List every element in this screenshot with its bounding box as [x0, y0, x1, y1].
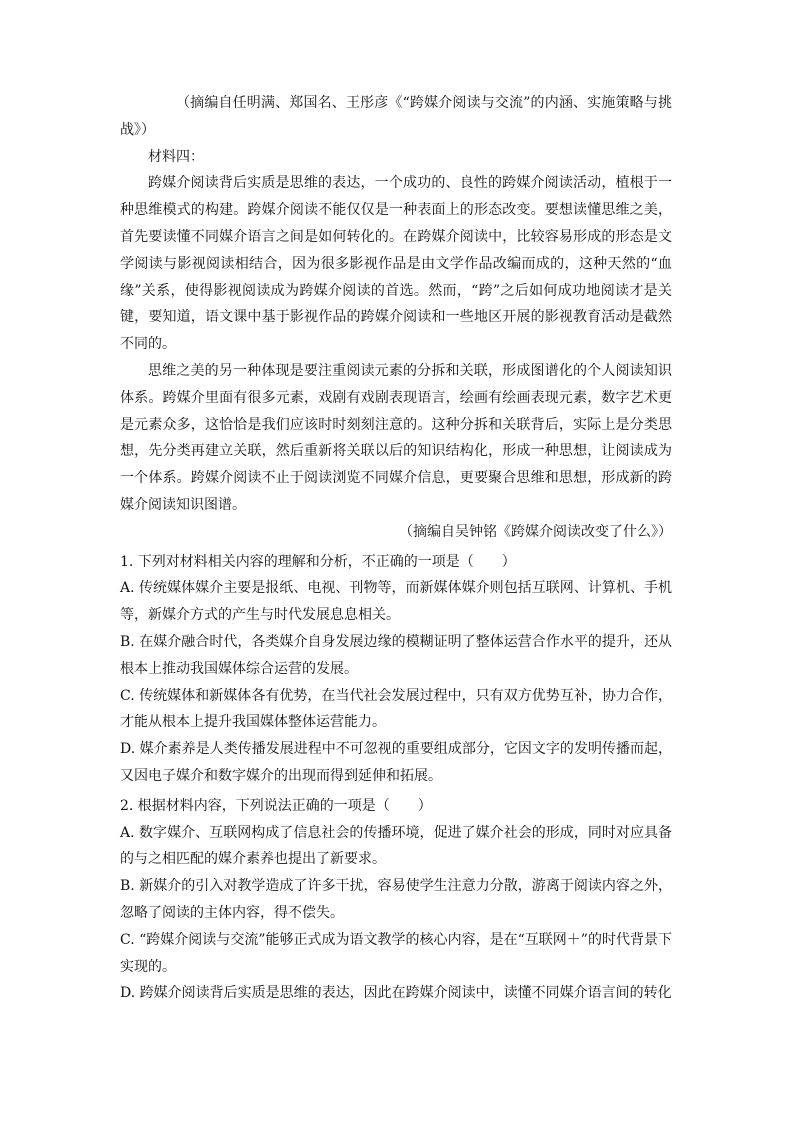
material4-heading: 材料四：: [148, 148, 204, 165]
question-2-option-c: C. “跨媒介阅读与交流”能够正式成为语文教学的核心内容，是在“互联网＋”的时代背景下实现的。: [120, 931, 672, 975]
material4-paragraph-2: 思维之美的另一种体现是要注重阅读元素的分拆和关联，形成图谱化的个人阅读知识体系。跨媒介里面有很多元素，戏剧有戏剧表现语言，绘画有绘画表现元素，数字艺术更是元素众多，这恰恰是我们应该时时刻刻注意的。这种分拆和关联背后，实际上是分类思想，先分类再建立关联，然后重新将关联以后的知识结构化，形成一种思想，让阅读成为一个体系。跨媒介阅读不止于阅读浏览不同媒介信息，更要聚合思维和思想，形成新的跨媒介阅读知识图谱。: [120, 362, 672, 513]
question-1-option-a: A. 传统媒体媒介主要是报纸、电视、刊物等，而新媒体媒介则包括互联网、计算机、手机等，新媒介方式的产生与时代发展息息相关。: [120, 580, 672, 624]
question-1-stem: 1. 下列对材料相关内容的理解和分析，不正确的一项是（ ）: [120, 553, 516, 570]
question-1-option-d: D. 媒介素养是人类传播发展进程中不可忽视的重要组成部分，它因文字的发明传播而起，又因电子媒介和数字媒介的出现而得到延伸和拓展。: [120, 741, 672, 784]
question-2-option-a: A. 数字媒介、互联网构成了信息社会的传播环境，促进了媒介社会的形成，同时对应具备的与之相匹配的媒介素养也提出了新要求。: [120, 824, 672, 868]
document-page: [120, 90, 672, 1007]
material4-source-note: （摘编自吴钟铭《跨媒介阅读改变了什么》）: [399, 523, 672, 540]
material4-paragraph-1: 跨媒介阅读背后实质是思维的表达，一个成功的、良性的跨媒介阅读活动，植根于一种思维模式的构建。跨媒介阅读不能仅仅是一种表面上的形态改变。要想读懂思维之美，首先要读懂不同媒介语言之间是如何转化的。在跨媒介阅读中，比较容易形成的形态是文学阅读与影视阅读相结合，因为很多影视作品是由文学作品改编而成的，这种天然的“血缘”关系，使得影视阅读成为跨媒介阅读的首选。然而，“跨”之后如何成功地阅读才是关键，要知道，语文课中基于影视作品的跨媒介阅读和一些地区开展的影视教育活动是截然不同的。: [120, 175, 672, 353]
question-1-option-c: C. 传统媒体和新媒体各有优势，在当代社会发展过程中，只有双方优势互补，协力合作，才能从根本上提升我国媒体整体运营能力。: [120, 687, 672, 731]
question-2-stem: 2. 根据材料内容，下列说法正确的一项是（ ）: [120, 797, 432, 814]
question-1-option-b: B. 在媒介融合时代，各类媒介自身发展边缘的模糊证明了整体运营合作水平的提升，还从根本上推动我国媒体综合运营的发展。: [120, 633, 672, 677]
question-2-option-b: B. 新媒介的引入对教学造成了许多干扰，容易使学生注意力分散，游离于阅读内容之外，忽略了阅读的主体内容，得不偿失。: [120, 878, 672, 921]
question-2-option-d: D. 跨媒介阅读背后实质是思维的表达，因此在跨媒介阅读中，读懂不同媒介语言间的转化: [120, 985, 672, 1002]
source-note-1: （摘编自任明满、郑国名、王彤彦《“跨媒介阅读与交流”的内涵、实施策略与挑战》）: [120, 95, 672, 138]
